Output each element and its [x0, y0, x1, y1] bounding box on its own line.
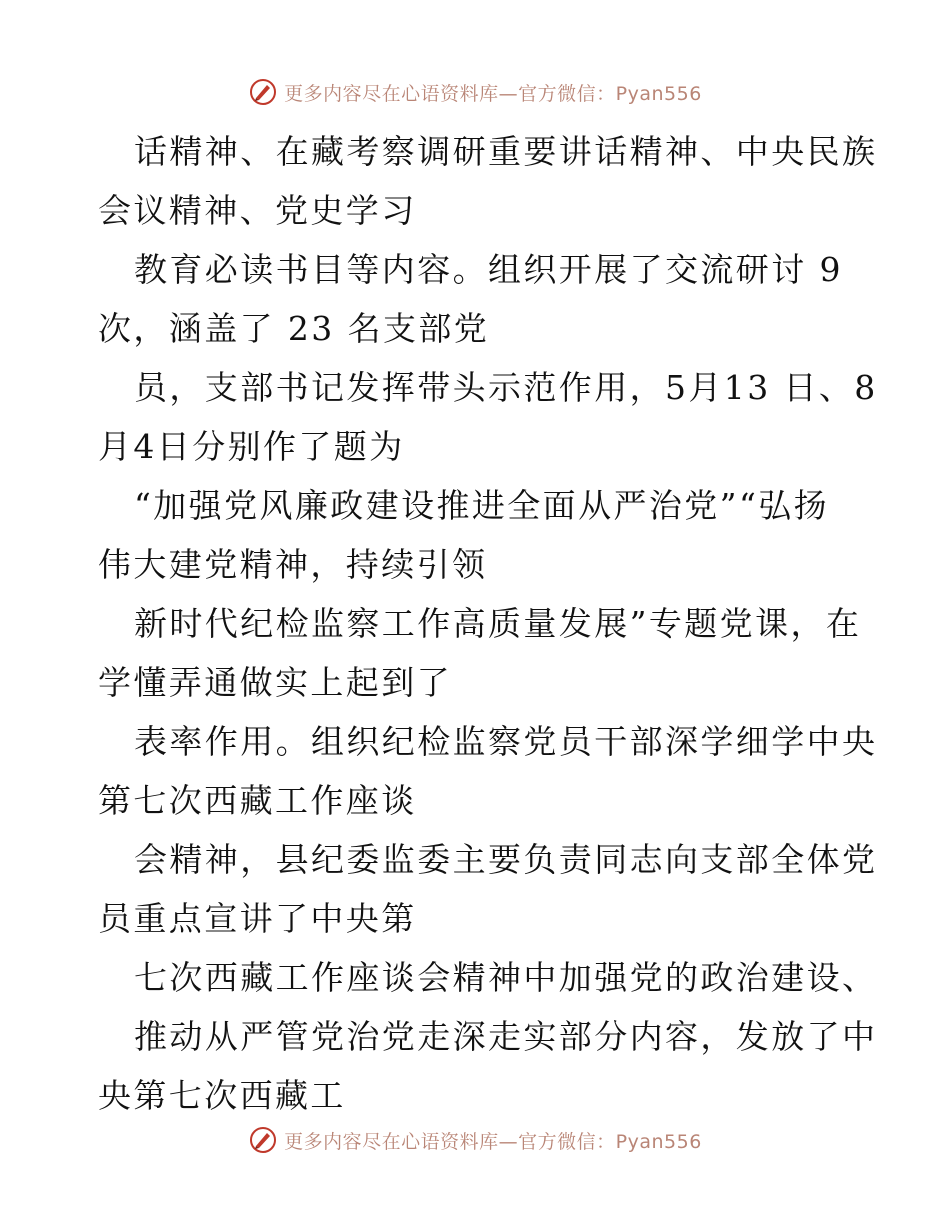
body-line: 表率作用。组织纪检监察党员干部深学细学中央 [134, 722, 878, 761]
body-line: 央第七次西藏工 [98, 1076, 346, 1115]
body-line: 第七次西藏工作座谈 [98, 781, 417, 820]
body-line: 教育必读书目等内容。组织开展了交流研讨 9 [134, 250, 843, 289]
header-banner-text: 更多内容尽在心语资料库—官方微信：Pyan556 [284, 82, 702, 105]
pen-seal-icon [248, 77, 278, 107]
body-line: “加强党风廉政建设推进全面从严治党”“弘扬 [134, 486, 830, 525]
footer-banner-text: 更多内容尽在心语资料库—官方微信：Pyan556 [284, 1130, 702, 1153]
body-line: 会精神，县纪委监委主要负责同志向支部全体党 [134, 840, 878, 879]
header-banner [0, 72, 950, 112]
body-line: 伟大建党精神，持续引领 [98, 545, 488, 584]
document-body [98, 122, 878, 1125]
body-line: 员，支部书记发挥带头示范作用，5月13 日、8 [134, 368, 878, 407]
pen-seal-icon [248, 1125, 278, 1155]
footer-banner [0, 1120, 950, 1160]
body-line: 员重点宣讲了中央第 [98, 899, 417, 938]
body-line: 话精神、在藏考察调研重要讲话精神、中央民族 [134, 132, 878, 171]
body-line: 次，涵盖了 23 名支部党 [98, 309, 490, 348]
body-line: 学懂弄通做实上起到了 [98, 663, 452, 702]
body-line: 新时代纪检监察工作高质量发展”专题党课，在 [134, 604, 862, 643]
body-line: 推动从严管党治党走深走实部分内容，发放了中 [134, 1017, 878, 1056]
body-line: 会议精神、党史学习 [98, 191, 417, 230]
body-line: 七次西藏工作座谈会精神中加强党的政治建设、 [134, 958, 878, 997]
body-line: 月4日分别作了题为 [98, 427, 405, 466]
